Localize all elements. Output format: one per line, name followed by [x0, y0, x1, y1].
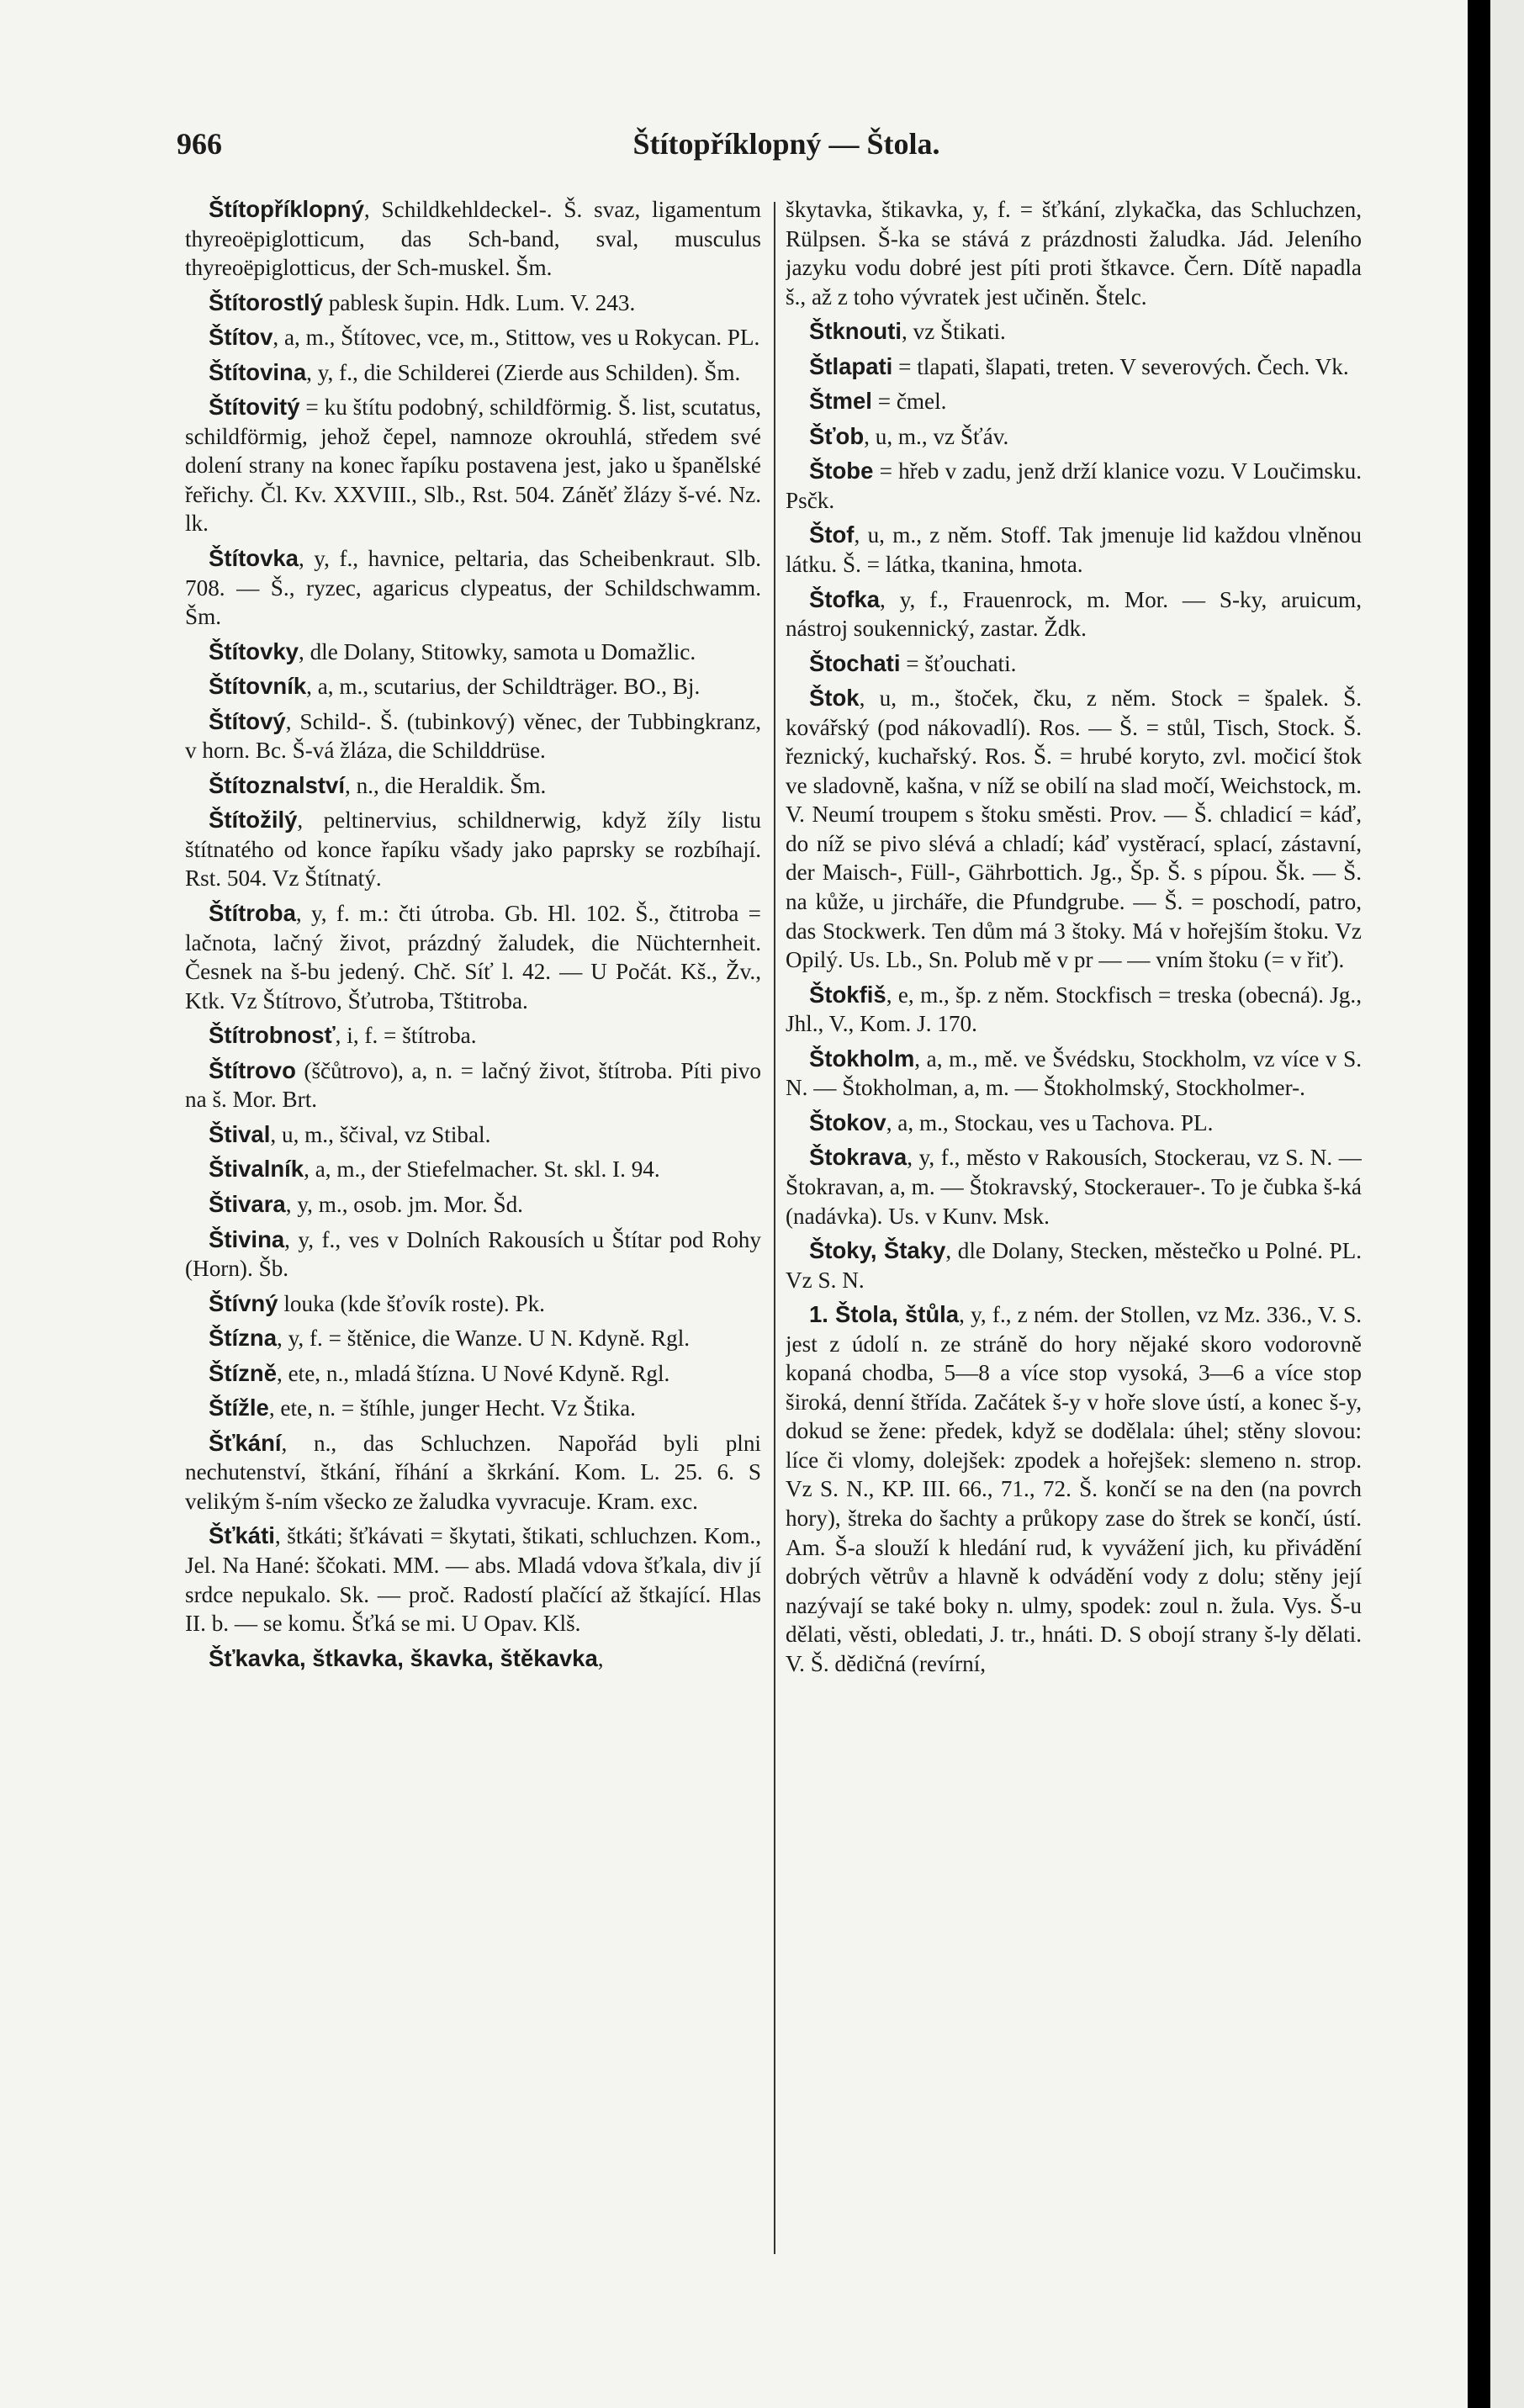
entry-headword: Štknouti — [809, 318, 902, 345]
dictionary-entry — [786, 1045, 1362, 1103]
dictionary-entry — [786, 352, 1362, 382]
dictionary-entry — [786, 387, 1362, 416]
dictionary-entry — [786, 317, 1362, 347]
entry-headword: Štívný — [209, 1289, 278, 1316]
dictionary-entry — [786, 585, 1362, 643]
entry-body: , štkáti; šťkávati = škytati, štikati, schluchzen. Kom., Jel. Na Hané: ščokati. MM. — abs. Mladá vdova šťkala, div jí srdce nepukalo. Sk. — proč. Radostí plačící až štkající. Hlas II. b. — se komu. Šťká se mi. U Opav. Klš. — [185, 1523, 761, 1637]
dictionary-entry — [185, 1120, 761, 1150]
entry-headword: Štokrava — [809, 1144, 908, 1171]
entry-body: , n., das Schluchzen. Napořád byli plni nechutenství, štkání, říhání a škrkání. Kom. L. 25. 6. S velikým š-ním všecko ze žaludka vyvracuje. Kram. exc. — [185, 1430, 761, 1514]
entry-headword: Štof — [809, 521, 855, 548]
entry-body: , dle Dolany, Stitowky, samota u Domažlic. — [298, 638, 696, 664]
entry-body: louka (kde šťovík roste). Pk. — [278, 1290, 545, 1316]
entry-body: , i, f. = štítroba. — [335, 1023, 477, 1049]
entry-headword: Štok — [809, 685, 860, 712]
entry-headword: Štítrobnosť — [209, 1022, 336, 1049]
page-number: 966 — [177, 127, 222, 161]
dictionary-entry — [185, 323, 761, 352]
entry-body: , dle Dolany, Stecken, městečko u Polné. PL. Vz S. N. — [786, 1238, 1362, 1293]
entry-body: , a, m., Štítovec, vce, m., Stittow, ves u Rokycan. PL. — [273, 325, 760, 351]
entry-body: , y, f. = štěnice, die Wanze. U N. Kdyně. Rgl. — [276, 1326, 691, 1352]
entry-headword: Štítoznalství — [209, 771, 345, 798]
dictionary-entry — [786, 1109, 1362, 1138]
entry-body: , ete, n., mladá štízna. U Nové Kdyně. Rgl. — [276, 1360, 670, 1386]
entry-body: = hřeb v zadu, jenž drží klanice vozu. V Loučimsku. Psčk. — [786, 458, 1362, 513]
entry-headword: Štivara — [209, 1190, 286, 1217]
entry-body: , vz Štikati. — [902, 319, 1006, 345]
dictionary-entry — [185, 1289, 761, 1319]
next-page-edge — [1490, 0, 1524, 2408]
entry-headword: Štítrovo — [209, 1056, 296, 1083]
entry-body: , y, f., z ném. der Stollen, vz Mz. 336., V. S. jest z údolí n. ze stráně do hory nějaké skoro vodorovně kopaná chodba, 5—8 a více stop vysoká, 3—6 a více stop široká, denní štřída. Začátek š-y v hoře slove ústí, a konec š-y, dokud se žene: předek, když se dodělala: úhel; stěny slovou: líce či vlomy, dolejšek: zpodek a hořejšek: slemeno n. strop. Vz S. N., KP. III. 66., 71., 72. Š. končí se na den (na povrch hory), štreka do šachty a průkopy zase do štrek se končí, ústí. Am. Š-a slouží k hledání rud, k vyvážení jich, ku přivádění dobrých větrův a hlavně k odvádění vody z dolu; stěny její nazývají se také boky n. ulmy, spodek: zoul n. žula. Vys. Š-u dělati, věsti, obledati, J. tr., hnáti. D. S obojí strany š-ly dělati. V. Š. dědičná (revírní, — [786, 1302, 1362, 1676]
entry-headword: Štobe — [809, 458, 874, 484]
column-divider — [774, 202, 775, 2254]
entry-headword: Štoky, Štaky — [809, 1237, 946, 1264]
entry-body: , y, f., ves v Dolních Rakousích u Štítar pod Rohy (Horn). Šb. — [185, 1226, 761, 1282]
entry-headword: Štítovky — [209, 638, 299, 664]
entry-body: , y, f., die Schilderei (Zierde aus Schilden). Šm. — [306, 359, 741, 385]
entry-body: , Schildkehldeckel-. Š. svaz, ligamentum thyreoëpiglotticum, das Sch-band, sval, musculus thyreoëpiglotticus, der Sch-muskel. Šm. — [185, 197, 761, 281]
entry-body: = ku štítu podobný, schildförmig. Š. list, scutatus, schildförmig, jehož čepel, namnoze okrouhlá, středem své dolení strany na konec řapíku postavena jest, jako u španělské řeřichy. Čl. Kv. XXVIII., Slb., Rst. 504. Záněť žlázy š-vé. Nz. lk. — [185, 394, 761, 537]
entry-body: , y, f., havnice, peltaria, das Scheibenkraut. Slb. 708. — Š., ryzec, agaricus clypeatus, der Schildschwamm. Šm. — [185, 546, 761, 630]
entry-body: , u, m., vz Šťáv. — [864, 423, 1009, 449]
entry-body: pablesk šupin. Hdk. Lum. V. 243. — [322, 289, 636, 315]
entry-headword: Štivina — [209, 1225, 285, 1252]
entry-headword: Šťkáti — [209, 1522, 275, 1549]
entry-headword: Štítroba — [209, 900, 296, 927]
dictionary-entry — [185, 288, 761, 318]
dictionary-entry — [185, 1394, 761, 1423]
dictionary-entry — [185, 707, 761, 765]
entry-headword: Štížle — [209, 1395, 269, 1421]
entry-headword: Štízna — [209, 1325, 277, 1352]
entry-headword: Štítový — [209, 707, 286, 734]
entry-headword: Štmel — [809, 388, 872, 415]
dictionary-entry — [185, 1522, 761, 1638]
entry-headword: Štivalník — [209, 1156, 304, 1183]
entry-body: , y, f., město v Rakousích, Stockerau, vz S. N. — Štokravan, a, m. — Štokravský, Stockerauer-. To je čubka š-ká (nadávka). Us. v Kunv. Msk. — [786, 1145, 1362, 1229]
dictionary-entry — [185, 1644, 761, 1674]
dictionary-entry — [185, 1190, 761, 1220]
dictionary-entry — [185, 1359, 761, 1389]
entry-headword: Šťob — [809, 422, 865, 449]
dictionary-entry — [786, 457, 1362, 515]
dictionary-entry — [786, 649, 1362, 679]
entry-headword: Štokfiš — [809, 981, 886, 1008]
dictionary-entry — [185, 899, 761, 1015]
entry-headword: 1. Štola, štůla — [809, 1301, 960, 1328]
dictionary-entry — [185, 393, 761, 538]
entry-body: , peltinervius, schildnerwig, když žíly listu štítnatého od konce řapíku všady jako paprsky se rozbíhají. Rst. 504. Vz Štítnatý. — [185, 807, 761, 892]
dictionary-entry — [185, 1021, 761, 1051]
dictionary-entry — [185, 1324, 761, 1353]
entry-body: , ete, n. = štíhle, junger Hecht. Vz Štika. — [268, 1395, 636, 1421]
dictionary-entry — [185, 672, 761, 701]
entry-headword: Štlapati — [809, 352, 893, 379]
entry-headword: Štofka — [809, 585, 881, 612]
entry-headword: Štival — [209, 1120, 271, 1147]
entry-body: = šťouchati. — [900, 650, 1017, 676]
entry-body: , u, m., štoček, čku, z něm. Stock = špalek. Š. kovářský (pod nákovadlí). Ros. — Š. = stůl, Tisch, Stock. Š. řeznický, kuchařský. Ros. Š. = hrubé koryto, zvl. močicí štok ve sladovně, kašna, v níž se obilí na slad močí, Weichstock, m. V. Neumí troupem s štoku směsti. Prov. — Š. chladicí = káď, do níž se pivo slévá a chladí; káď vystěrací, splací, zástavní, der Maisch-, Füll-, Gährbottich. Jg., Šp. Š. s pípou. Šk. — Š. na kůže, u jircháře, die Pfundgrube. — Š. = poschodí, patro, das Stockwerk. Ten dům má 3 štoky. Má v hořejším štoku. Vz Opilý. Us. Lb., Sn. Polub mě v pr — — vním štoku (= v řiť). — [786, 685, 1362, 973]
dictionary-entry — [786, 521, 1362, 579]
entry-headword: Štítorostlý — [209, 288, 323, 315]
page-header — [177, 126, 1396, 177]
entry-headword: Štítovina — [209, 358, 307, 385]
entry-body: , a, m., scutarius, der Schildträger. BO., Bj. — [306, 674, 701, 700]
entry-headword: Štochati — [809, 649, 901, 676]
entry-headword: Štokholm — [809, 1045, 915, 1072]
dictionary-entry — [185, 1155, 761, 1184]
entry-body: , e, m., šp. z něm. Stockfisch = treska (obecná). Jg., Jhl., V., Kom. J. 170. — [786, 982, 1362, 1037]
entry-headword: Šťkavka, štkavka, škavka, štěkavka — [209, 1644, 598, 1671]
dictionary-entry — [786, 195, 1362, 311]
dictionary-entry — [786, 684, 1362, 974]
running-head: Štítopříklopný — Štola. — [632, 127, 940, 161]
dictionary-entry — [786, 981, 1362, 1039]
entry-body: , u, m., ščival, vz Stibal. — [270, 1121, 491, 1147]
dictionary-entry — [185, 1056, 761, 1114]
dictionary-entry — [185, 638, 761, 667]
left-column — [185, 195, 761, 2273]
entry-body: , n., die Heraldik. Šm. — [344, 772, 547, 798]
entry-body: , — [597, 1645, 604, 1671]
entry-headword: Štítovka — [209, 545, 299, 572]
entry-body: , y, m., osob. jm. Mor. Šd. — [285, 1191, 523, 1217]
entry-body: , a, m., Stockau, ves u Tachova. PL. — [886, 1109, 1214, 1135]
right-column — [786, 195, 1362, 2273]
dictionary-entry — [185, 358, 761, 388]
entry-body: = tlapati, šlapati, treten. V severových. Čech. Vk. — [892, 353, 1349, 379]
entry-body: , a, m., der Stiefelmacher. St. skl. I. 94. — [304, 1156, 660, 1183]
entry-headword: Štízně — [209, 1359, 277, 1386]
dictionary-entry — [185, 771, 761, 801]
entry-headword: Štítovník — [209, 673, 307, 700]
entry-body: (ščůtrovo), a, n. = lačný život, štítroba. Píti pivo na š. Mor. Brt. — [185, 1057, 761, 1113]
entry-headword: Štítožilý — [209, 807, 298, 834]
entry-body: , a, m., mě. ve Švédsku, Stockholm, vz více v S. N. — Štokholman, a, m. — Štokholmský, Stockholmer-. — [786, 1045, 1362, 1101]
entry-body: , y, f., Frauenrock, m. Mor. — S-ky, aruicum, nástroj soukennický, zastar. Ždk. — [786, 586, 1362, 642]
dictionary-entry — [185, 195, 761, 283]
dictionary-entry — [185, 1225, 761, 1283]
dictionary-entry — [185, 806, 761, 893]
entry-headword: Šťkání — [209, 1429, 282, 1456]
entry-body: , y, f. m.: čti útroba. Gb. Hl. 102. Š., čtitroba = lačnota, lačný život, prázdný žaludek, die Nüchternheit. Česnek na š-bu jedený. Chč. Síť l. 42. — U Počát. Kš., Žv., Ktk. Vz Štítrovo, Šťutroba, Tštitroba. — [185, 901, 761, 1013]
entry-body: , u, m., z něm. Stoff. Tak jmenuje lid každou vlněnou látku. Š. = látka, tkanina, hmota. — [786, 522, 1362, 578]
entry-headword: Štítopříklopný — [209, 196, 364, 222]
entry-headword: Štokov — [809, 1109, 886, 1135]
dictionary-entry — [185, 544, 761, 632]
entry-body: , Schild-. Š. (tubinkový) věnec, der Tubbingkranz, v horn. Bc. Š-vá žláza, die Schilddrüse. — [185, 708, 761, 764]
entry-body: = čmel. — [871, 389, 947, 415]
dictionary-entry — [786, 1143, 1362, 1230]
entry-headword: Štítovitý — [209, 394, 300, 421]
dictionary-entry — [786, 1236, 1362, 1294]
dictionary-entry — [185, 1429, 761, 1516]
dictionary-entry — [786, 422, 1362, 452]
dictionary-entry — [786, 1300, 1362, 1678]
entry-body: škytavka, štikavka, y, f. = šťkání, zlykačka, das Schluchzen, Rülpsen. Š-ka se stává z prázdnosti žaludka. Jád. Jeleního jazyku vodu dobré jest píti proti štkavce. Čern. Dítě napadla š., až z toho vývratek jest učiněn. Štelc. — [786, 197, 1362, 310]
entry-headword: Štítov — [209, 324, 273, 351]
